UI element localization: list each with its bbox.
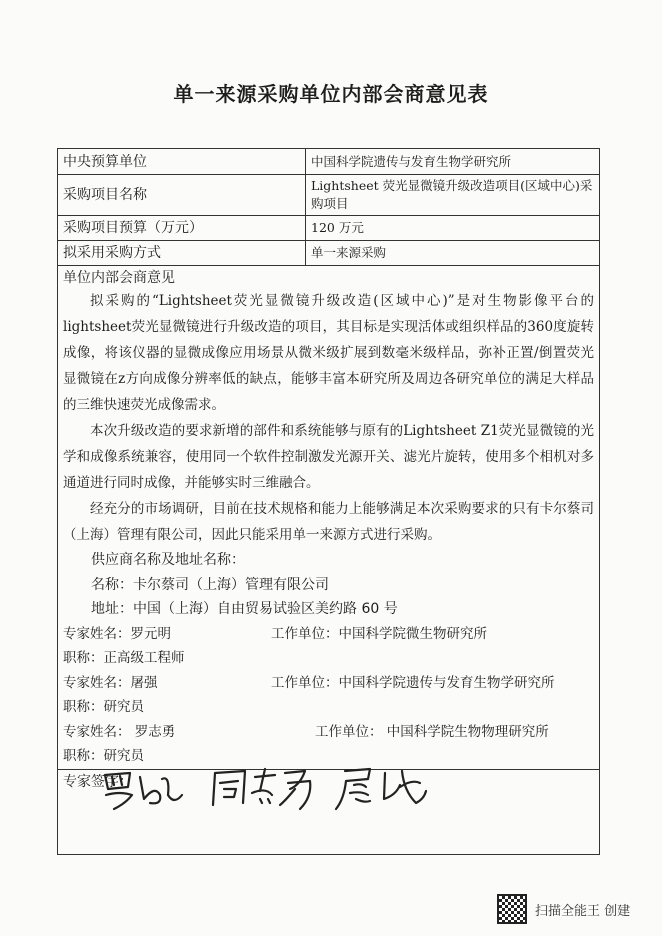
row-value: Lightsheet 荧光显微镜升级改造项目(区域中心)采购项目: [306, 175, 600, 216]
handwritten-signatures: [100, 765, 440, 815]
expert-unit: 工作单位：中国科学院遗传与发育生物学研究所: [271, 674, 555, 691]
page-title: 单一来源采购单位内部会商意见表: [173, 82, 489, 106]
table-row: [58, 175, 600, 216]
supplier-name: 名称：卡尔蔡司（上海）管理有限公司: [91, 576, 329, 593]
expert-row: [63, 720, 594, 745]
signature-1: [105, 773, 182, 809]
consultation-table: [57, 148, 600, 855]
row-value: 120 万元: [306, 216, 600, 241]
supplier-address: 地址：中国（上海）自由贸易试验区美约路 60 号: [91, 601, 398, 617]
table-row: [58, 216, 600, 241]
opinion-row: [58, 266, 600, 770]
signature-2: [213, 769, 310, 809]
scanner-watermark: [497, 894, 630, 924]
expert-title: 职称：正高级工程师: [63, 650, 185, 666]
signature-label: 专家签字：: [63, 773, 133, 790]
row-label: 采购项目预算（万元）: [58, 216, 306, 241]
supplier-heading: 供应商名称及地址名称：: [91, 552, 245, 568]
opinion-paragraph: 本次升级改造的要求新增的部件和系统能够与原有的Lightsheet Z1荧光显微镜的光学和成像系统兼容，使用同一个软件控制激发光源开关、滤光片旋转，使用多个相机对多通道进行同时成像，并能够实时三维融合。: [63, 423, 594, 491]
opinion-paragraph: 拟采购的“Lightsheet荧光显微镜升级改造(区域中心)”是对生物影像平台的lightsheet荧光显微镜进行升级改造的项目，其目标是实现活体或组织样品的360度旋转成像，将该仪器的显微成像应用场景从微米级扩展到数毫米级样品，弥补正置/倒置荧光显微镜在z方向成像分辨率低的缺点，能够丰富本研究所及周边各研究单位的满足大样品的三维快速荧光成像需求。: [63, 293, 594, 413]
signature-3: [336, 769, 426, 809]
expert-name: 专家姓名： 罗志勇: [63, 723, 176, 740]
expert-row: [63, 671, 594, 696]
opinion-heading: 单位内部会商意见: [63, 270, 175, 286]
expert-name: 专家姓名：屠强: [63, 674, 158, 691]
row-label: 中央预算单位: [58, 149, 306, 175]
row-label: 采购项目名称: [58, 175, 306, 216]
row-label: 拟采用采购方式: [58, 241, 306, 266]
watermark-text: 扫描全能王 创建: [535, 903, 631, 919]
expert-unit: 工作单位：中国科学院微生物研究所: [271, 625, 487, 642]
expert-title: 职称：研究员: [63, 699, 144, 715]
expert-row: [63, 622, 594, 647]
table-row: [58, 241, 600, 266]
table-row: [58, 149, 600, 175]
qr-code-icon: [497, 894, 527, 924]
expert-title: 职称：研究员: [63, 748, 144, 764]
expert-unit: 工作单位： 中国科学院生物物理研究所: [315, 723, 549, 740]
opinion-cell: [58, 266, 600, 770]
opinion-paragraph: 经充分的市场调研，目前在技术规格和能力上能够满足本次采购要求的只有卡尔蔡司（上海）管理有限公司，因此只能采用单一来源方式进行采购。: [63, 501, 594, 543]
row-value: 中国科学院遗传与发育生物学研究所: [306, 149, 600, 175]
row-value: 单一来源采购: [306, 241, 600, 266]
expert-name: 专家姓名：罗元明: [63, 625, 171, 642]
